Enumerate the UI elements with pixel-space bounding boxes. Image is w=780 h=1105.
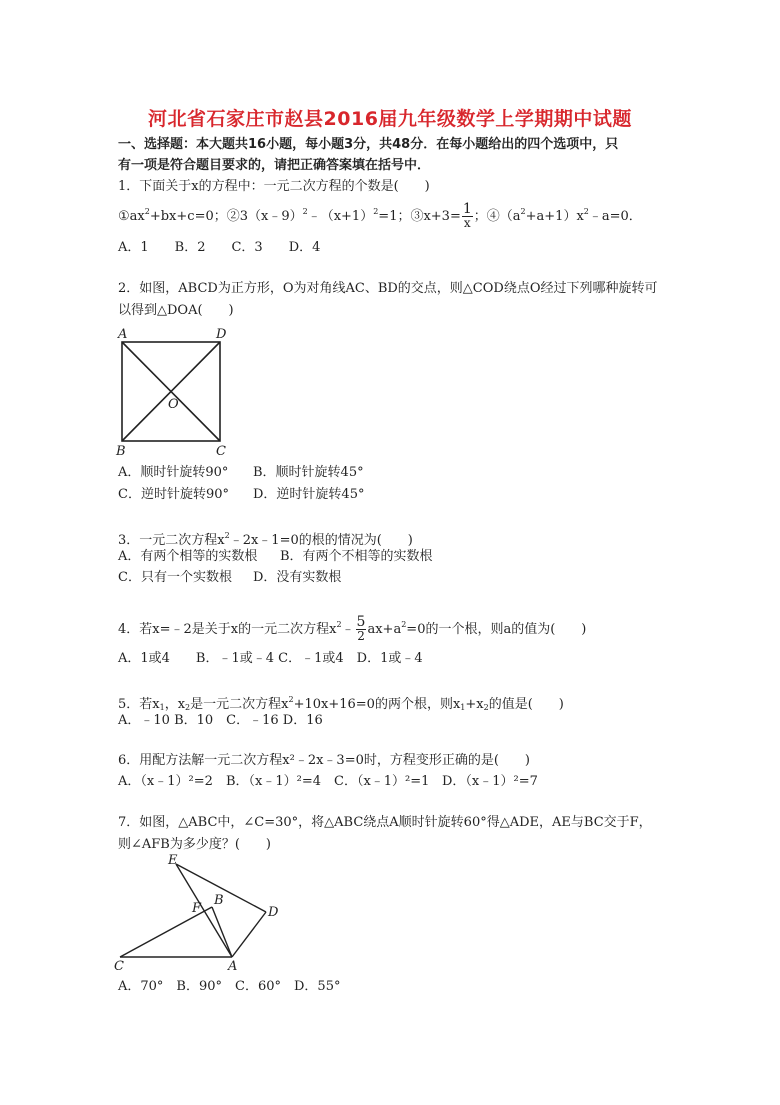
- q2-square-figure: [110, 322, 240, 462]
- q2-option-c: C．逆时针旋转90°: [118, 487, 229, 502]
- q1-stem: 1．下面关于x的方程中：一元二次方程的个数是( ): [118, 179, 430, 194]
- label-a: A: [228, 959, 238, 972]
- q3-option-d: D．没有实数根: [253, 570, 342, 585]
- section-heading-line1: 一、选择题：本大题共16小题，每小题3分，共48分．在每小题给出的四个选项中，只: [118, 137, 619, 152]
- q4-stem: 4．若x=﹣2是关于x的一元二次方程$x^2﹣$ $\frac{5}{2}$ $ax+a^2=0$的一个根，则a的值为( ): [118, 614, 587, 643]
- section-heading-line2: 有一项是符合题目要求的，请把正确答案填在括号中．: [118, 158, 431, 173]
- q3-option-b: B．有两个不相等的实数根: [280, 549, 433, 564]
- q3-options-row1: [118, 548, 433, 566]
- q3-options-row2: [118, 569, 341, 587]
- q2-option-b: B．顺时针旋转45°: [253, 465, 364, 480]
- label-o: O: [168, 397, 179, 412]
- q1-options: A．1 B．2 C．3 D．4: [118, 240, 321, 255]
- q7-stem-line2: 则∠AFB为多少度？( ): [118, 837, 271, 852]
- q5-options: A．﹣10 B．10 C．﹣16 D．16: [118, 713, 323, 728]
- label-c: C: [216, 444, 226, 459]
- page-title: 河北省石家庄市赵县2016届九年级数学上学期期中试题: [148, 108, 632, 130]
- q2-options-row1: [118, 464, 364, 482]
- label-a: A: [118, 327, 128, 342]
- q2-stem-line1: 2．如图，ABCD为正方形，O为对角线AC、BD的交点，则△COD绕点O经过下列哪种旋转可: [118, 281, 658, 296]
- q4-fraction: $\frac{5}{2}$: [356, 614, 366, 643]
- q7-stem-line1: 7．如图，△ABC中，∠C=30°，将△ABC绕点A顺时针旋转60°得△ADE，AE与BC交于F，: [118, 815, 652, 830]
- q2-options-row2: [118, 486, 364, 504]
- q6-stem: 6．用配方法解一元二次方程x²﹣2x﹣3=0时，方程变形正确的是( ): [118, 753, 530, 768]
- q3-option-a: A．有两个相等的实数根: [118, 549, 258, 564]
- label-d: D: [216, 327, 227, 342]
- q5-stem: 5．若$x_1$，$x_2$是一元二次方程$x^2+10x+16=0$的两个根，则$x_1+x_2$的值是( ): [118, 695, 564, 712]
- label-b: B: [214, 893, 224, 908]
- label-d: D: [268, 905, 279, 920]
- label-e: E: [168, 853, 178, 868]
- label-f: F: [192, 901, 202, 916]
- q2-stem-line2: 以得到△DOA( ): [118, 303, 234, 318]
- label-c: C: [114, 959, 124, 972]
- q7-options: A．70° B．90° C．60° D．55°: [118, 979, 341, 994]
- q3-option-c: C．只有一个实数根: [118, 570, 232, 585]
- q1-fraction: $\frac{1}{x}$: [462, 201, 472, 230]
- segment-ea: [176, 864, 232, 957]
- q7-triangle-figure: [110, 852, 290, 972]
- label-b: B: [116, 444, 126, 459]
- q6-option-d: D．（x﹣1）²=7: [442, 774, 538, 789]
- q1-equations: $①ax^2+bx+c=0$；$②3(x﹣9)^2﹣(x+1)^2=1$；③x+3= $\frac{1}{x}$ ；$④(a^2+a+1)x^2﹣a=0$．: [118, 201, 642, 230]
- q6-option-a: A．（x﹣1）²=2: [118, 774, 213, 789]
- segment-ba: [212, 907, 232, 957]
- q2-option-d: D．逆时针旋转45°: [253, 487, 365, 502]
- q6-option-c: C．（x﹣1）²=1: [334, 774, 430, 789]
- q6-option-b: B．（x﹣1）²=4: [226, 774, 322, 789]
- q2-option-a: A．顺时针旋转90°: [118, 465, 229, 480]
- segment-da: [232, 912, 266, 957]
- q6-options: [118, 773, 538, 791]
- q3-stem: 3．一元二次方程$x^2﹣2x﹣1=0$的根的情况为( ): [118, 531, 413, 548]
- q4-options: A．1或4 B．﹣1或﹣4 C．﹣1或4 D．1或﹣4: [118, 651, 423, 666]
